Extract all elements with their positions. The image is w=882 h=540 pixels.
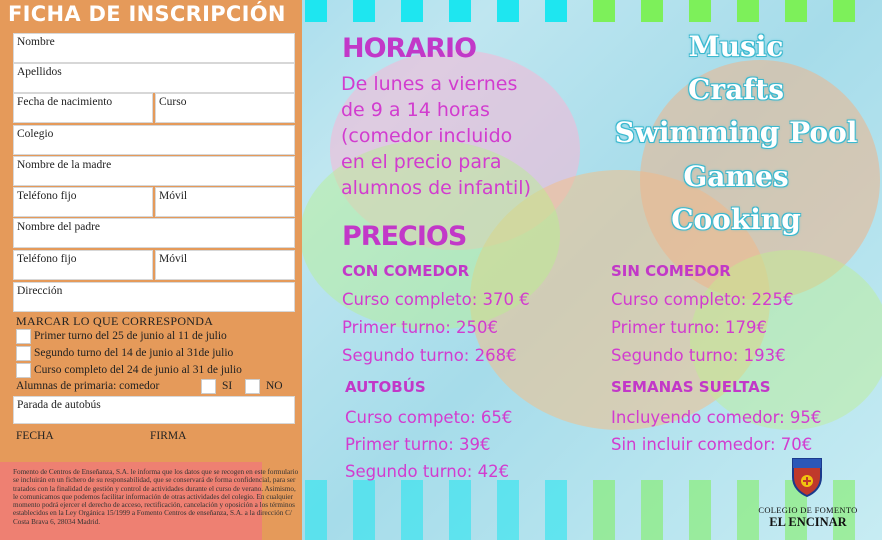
comedor-label: Alumnas de primaria: comedor — [16, 380, 160, 392]
option-2-label: Segundo turno del 14 de junio al 31de julio — [34, 347, 234, 359]
apellidos-label: Apellidos — [17, 66, 62, 78]
activity-music: Music — [688, 30, 784, 63]
activity-games: Games — [683, 160, 789, 193]
option-3-checkbox[interactable] — [16, 363, 31, 378]
activity-cooking: Cooking — [671, 203, 801, 236]
sin-comedor-title: SIN COMEDOR — [611, 262, 731, 280]
school-crest-icon — [790, 455, 824, 497]
marcar-title: MARCAR LO QUE CORRESPONDA — [16, 314, 214, 328]
semanas-item-1: Incluyendo comedor: 95€ — [611, 408, 822, 427]
comedor-no-checkbox[interactable] — [245, 379, 260, 394]
option-1-label: Primer turno del 25 de junio al 11 de julio — [34, 330, 227, 342]
legal-notice: Fomento de Centros de Enseñanza, S.A. le informa que los datos que se recogen en este formulario se incluirán en un fichero de su responsabilidad, que se conservará de forma confidencial, para ser tratados con la finalidad de gestión y control de actividades durante el curso de verano. Asimismo, le comunicamos que podemos facilitar información de otras actividades del colegio. En cualquier momento podrá ejercer el derecho de acceso, rectificación, cancelación y oposición a los términos establecidos en la Ley Orgánica 15/1999 a Fomento Centros de enseñanza, S.A. a la dirección C/ Costa Brava 6, 28034 Madrid. — [13, 468, 299, 526]
fecha-nacimiento-label: Fecha de nacimiento — [17, 96, 113, 108]
semanas-title: SEMANAS SUELTAS — [611, 378, 771, 396]
option-2-checkbox[interactable] — [16, 346, 31, 361]
con-comedor-item-3: Segundo turno: 268€ — [342, 346, 517, 365]
telefono-fijo-1-label: Teléfono fijo — [17, 190, 77, 202]
option-1-checkbox[interactable] — [16, 329, 31, 344]
horario-line-5: alumnos de infantil) — [341, 177, 531, 199]
autobus-item-2: Primer turno: 39€ — [345, 435, 491, 454]
parada-label: Parada de autobús — [17, 399, 101, 411]
con-comedor-title: CON COMEDOR — [342, 262, 470, 280]
nombre-padre-field[interactable] — [13, 218, 295, 248]
sin-comedor-item-2: Primer turno: 179€ — [611, 318, 768, 337]
telefono-fijo-2-field[interactable] — [13, 250, 153, 280]
sin-comedor-item-3: Segundo turno: 193€ — [611, 346, 786, 365]
direccion-field[interactable] — [13, 282, 295, 312]
activity-crafts: Crafts — [688, 73, 784, 106]
colegio-label: Colegio — [17, 128, 54, 140]
telefono-fijo-2-label: Teléfono fijo — [17, 253, 77, 265]
movil-1-label: Móvil — [159, 190, 188, 202]
autobus-item-1: Curso competo: 65€ — [345, 408, 513, 427]
nombre-madre-label: Nombre de la madre — [17, 159, 112, 171]
colegio-field[interactable] — [13, 125, 295, 155]
horario-line-2: de 9 a 14 horas — [341, 99, 490, 121]
nombre-padre-label: Nombre del padre — [17, 221, 101, 233]
semanas-item-2: Sin incluir comedor: 70€ — [611, 435, 813, 454]
movil-2-label: Móvil — [159, 253, 188, 265]
movil-2-field[interactable] — [155, 250, 295, 280]
direccion-label: Dirección — [17, 285, 63, 297]
parada-field[interactable] — [13, 396, 295, 424]
firma-label: FIRMA — [150, 430, 187, 442]
horario-line-4: en el precio para — [341, 151, 502, 173]
precios-title: PRECIOS — [342, 221, 467, 252]
option-3-label: Curso completo del 24 de junio al 31 de julio — [34, 364, 242, 376]
activity-swimming-pool: Swimming Pool — [614, 116, 858, 149]
comedor-si-checkbox[interactable] — [201, 379, 216, 394]
con-comedor-item-2: Primer turno: 250€ — [342, 318, 499, 337]
apellidos-field[interactable] — [13, 63, 295, 93]
sin-comedor-item-1: Curso completo: 225€ — [611, 290, 794, 309]
top-stripes — [305, 0, 882, 22]
telefono-fijo-1-field[interactable] — [13, 187, 153, 217]
movil-1-field[interactable] — [155, 187, 295, 217]
horario-line-1: De lunes a viernes — [341, 73, 518, 95]
curso-field[interactable] — [155, 93, 295, 123]
horario-line-3: (comedor incluido — [341, 125, 513, 147]
curso-label: Curso — [159, 96, 187, 108]
horario-title: HORARIO — [342, 33, 477, 64]
fecha-nacimiento-field[interactable] — [13, 93, 153, 123]
nombre-madre-field[interactable] — [13, 156, 295, 186]
nombre-label: Nombre — [17, 36, 55, 48]
con-comedor-item-1: Curso completo: 370 € — [342, 290, 530, 309]
logo-line-2: EL ENCINAR — [769, 515, 847, 529]
fecha-label: FECHA — [16, 430, 54, 442]
autobus-item-3: Segundo turno: 42€ — [345, 462, 510, 481]
form-title: FICHA DE INSCRIPCIÓN — [8, 2, 286, 26]
autobus-title: AUTOBÚS — [345, 378, 426, 396]
registration-form — [0, 0, 302, 540]
logo-line-1: COLEGIO DE FOMENTO — [758, 505, 858, 515]
nombre-field[interactable] — [13, 33, 295, 63]
comedor-no-label: NO — [266, 380, 283, 392]
comedor-si-label: SI — [222, 380, 233, 392]
